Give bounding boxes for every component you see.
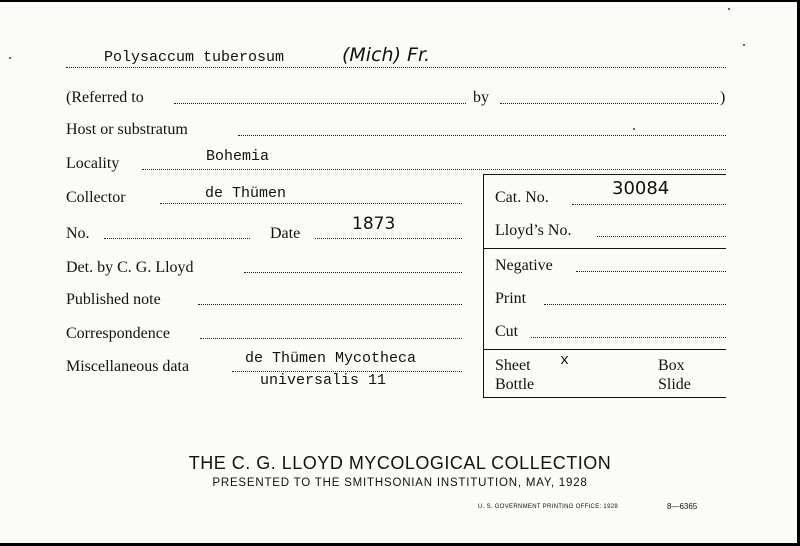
cut-label: Cut xyxy=(495,323,519,340)
negative-label: Negative xyxy=(495,257,553,274)
published-note-label: Published note xyxy=(66,291,161,308)
misc-data-value-2: universalis 11 xyxy=(260,372,387,389)
collector-label: Collector xyxy=(66,189,126,206)
print-line xyxy=(544,304,726,305)
locality-value: Bohemia xyxy=(206,148,270,165)
species-authority: (Mich) Fr. xyxy=(342,44,431,66)
speck xyxy=(728,8,730,10)
form-number: 8—6365 xyxy=(667,502,698,511)
misc-data-value-1: de Thümen Mycotheca xyxy=(245,350,417,367)
referred-to-line xyxy=(174,103,466,104)
cat-no-label: Cat. No. xyxy=(495,189,549,206)
collector-line xyxy=(160,203,462,204)
date-label: Date xyxy=(270,225,301,242)
speck xyxy=(9,57,11,59)
right-box-top-border xyxy=(483,174,726,175)
right-box-bottom-border xyxy=(483,397,726,398)
lloyds-no-line xyxy=(597,236,726,237)
by-label: by xyxy=(473,89,489,106)
no-line xyxy=(104,238,250,239)
negative-line xyxy=(576,271,726,272)
lloyds-no-label: Lloyd’s No. xyxy=(495,222,572,239)
locality-label: Locality xyxy=(66,155,120,172)
cat-no-line xyxy=(572,204,726,205)
print-label: Print xyxy=(495,290,527,307)
collector-value: de Thümen xyxy=(205,185,287,202)
correspondence-line xyxy=(200,338,462,339)
species-line xyxy=(66,67,726,68)
printing-office-note: U. S. GOVERNMENT PRINTING OFFICE: 1928 xyxy=(478,504,618,510)
right-box-left-border xyxy=(483,174,484,398)
date-line xyxy=(315,238,462,239)
det-by-line xyxy=(244,272,462,273)
sheet-mark: x xyxy=(560,352,570,369)
right-box-divider xyxy=(483,349,726,350)
published-note-line xyxy=(198,304,462,305)
cut-line xyxy=(531,337,726,338)
collection-title: THE C. G. LLOYD MYCOLOGICAL COLLECTION xyxy=(188,453,612,473)
slide-label: Slide xyxy=(658,376,691,393)
host-label: Host or substratum xyxy=(66,121,188,138)
box-label: Box xyxy=(658,357,685,374)
no-label: No. xyxy=(66,225,90,242)
by-line xyxy=(500,103,718,104)
host-line xyxy=(238,135,726,136)
date-value: 1873 xyxy=(352,214,396,234)
speck xyxy=(743,44,745,46)
referred-to-label: (Referred to xyxy=(66,89,144,106)
right-box-divider xyxy=(483,248,726,249)
correspondence-label: Correspondence xyxy=(66,325,170,342)
cat-no-value: 30084 xyxy=(612,178,670,199)
det-by-label: Det. by C. G. Lloyd xyxy=(66,259,194,276)
collection-subtitle: PRESENTED TO THE SMITHSONIAN INSTITUTION, MAY, 1928 xyxy=(212,477,588,489)
close-paren: ) xyxy=(720,89,726,106)
speck xyxy=(633,128,635,130)
locality-line xyxy=(142,169,726,170)
misc-data-label: Miscellaneous data xyxy=(66,358,190,375)
sheet-label: Sheet xyxy=(495,357,531,374)
card-border-top xyxy=(0,0,800,2)
species-name: Polysaccum tuberosum xyxy=(104,49,285,66)
bottle-label: Bottle xyxy=(495,376,535,393)
